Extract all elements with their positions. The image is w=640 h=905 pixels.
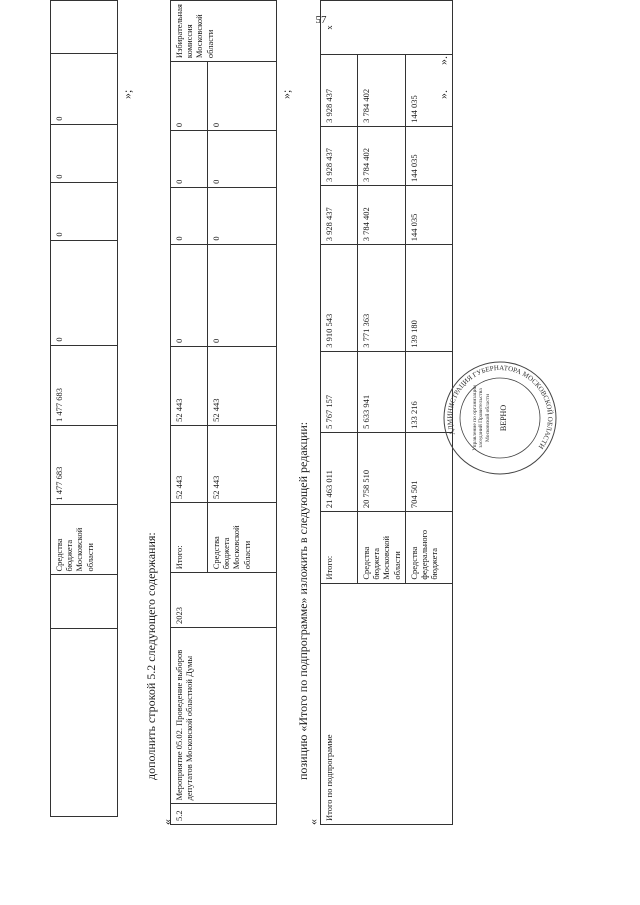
table-cell-2024: 0 [51, 240, 118, 345]
stamp-seal [442, 360, 558, 476]
summary-2026: 144 035 [405, 126, 452, 185]
table-cell-source: Средства бюджета Московской области [51, 504, 118, 575]
table-row-5-2 [170, 0, 277, 825]
measure-year: 2023 [171, 573, 277, 628]
measure-name: Мероприятие 05.02. Проведение выборов депутатов Московской областной Думы [171, 628, 277, 804]
summary-total: 21 463 011 [321, 432, 358, 511]
value-2027: 0 [171, 62, 208, 131]
summary-total: 20 758 510 [358, 432, 406, 511]
closing-quote-3: ». [436, 90, 450, 99]
stamp-center-text: ВЕРНО [499, 404, 508, 432]
closing-quote-4: ». [436, 56, 450, 65]
summary-2027: 144 035 [405, 54, 452, 126]
closing-quote-1: »; [120, 89, 134, 99]
table-cell-2025: 0 [51, 182, 118, 240]
value-2026: 0 [208, 131, 277, 188]
summary-label: Средства бюджета Московской области [358, 512, 406, 584]
summary-2025: 3 784 402 [358, 186, 406, 245]
value-total: 52 443 [208, 425, 277, 502]
executor: Избирательная комиссия Московской области [171, 1, 277, 62]
summary-2023: 133 216 [405, 351, 452, 432]
value-2027: 0 [208, 62, 277, 131]
table-row [171, 1, 208, 825]
value-2024: 0 [171, 244, 208, 346]
table-continuation [50, 0, 118, 817]
table-cell [51, 1, 118, 54]
summary-2024: 3 910 543 [321, 245, 358, 352]
table-cell [51, 575, 118, 629]
summary-x: х [321, 1, 453, 55]
table-cell [51, 629, 118, 817]
summary-2025: 3 928 437 [321, 186, 358, 245]
value-2023: 52 443 [171, 347, 208, 426]
summary-2026: 3 928 437 [321, 126, 358, 185]
summary-2023: 5 633 941 [358, 351, 406, 432]
opening-quote-1: « [160, 819, 174, 825]
summary-2024: 139 180 [405, 245, 452, 352]
table-cell-2027: 0 [51, 54, 118, 125]
summary-total: 704 501 [405, 432, 452, 511]
summary-2023: 5 767 157 [321, 351, 358, 432]
value-2025: 0 [171, 187, 208, 244]
opening-quote-2: « [306, 819, 320, 825]
stamp-inner-text: Управление по организации заседаний Правительства Московской области [472, 385, 491, 451]
value-2025: 0 [208, 187, 277, 244]
label-total: Итого: [171, 502, 208, 572]
summary-title: Итого по подпрограмме [321, 583, 453, 824]
table-row [51, 1, 118, 817]
stamp-ring-text: АДМИНИСТРАЦИЯ ГУБЕРНАТОРА МОСКОВСКОЙ ОБЛАСТИ [445, 363, 555, 451]
summary-2025: 144 035 [405, 186, 452, 245]
page-number: 57 [315, 14, 327, 26]
value-2024: 0 [208, 244, 277, 346]
summary-2026: 3 784 402 [358, 126, 406, 185]
summary-2027: 3 784 402 [358, 54, 406, 126]
instruction-text-1: дополнить строкой 5.2 следующего содержания: [144, 532, 158, 780]
row-number: 5.2 [171, 804, 277, 825]
instruction-text-2: позицию «Итого по подпрограмме» изложить в следующей редакции: [296, 421, 310, 780]
table-cell-2026: 0 [51, 124, 118, 182]
table-cell-total: 1 477 683 [51, 426, 118, 505]
value-total: 52 443 [171, 425, 208, 502]
summary-2024: 3 771 363 [358, 245, 406, 352]
summary-2027: 3 928 437 [321, 54, 358, 126]
label-source: Средства бюджета Московской области [208, 502, 277, 572]
summary-label: Средства федерального бюджета [405, 512, 452, 584]
closing-quote-2: »; [279, 89, 293, 99]
summary-label: Итого: [321, 512, 358, 584]
value-2026: 0 [171, 131, 208, 188]
table-subprogram-total [320, 0, 453, 825]
value-2023: 52 443 [208, 347, 277, 426]
table-row [321, 1, 358, 825]
table-cell-2023: 1 477 683 [51, 345, 118, 425]
